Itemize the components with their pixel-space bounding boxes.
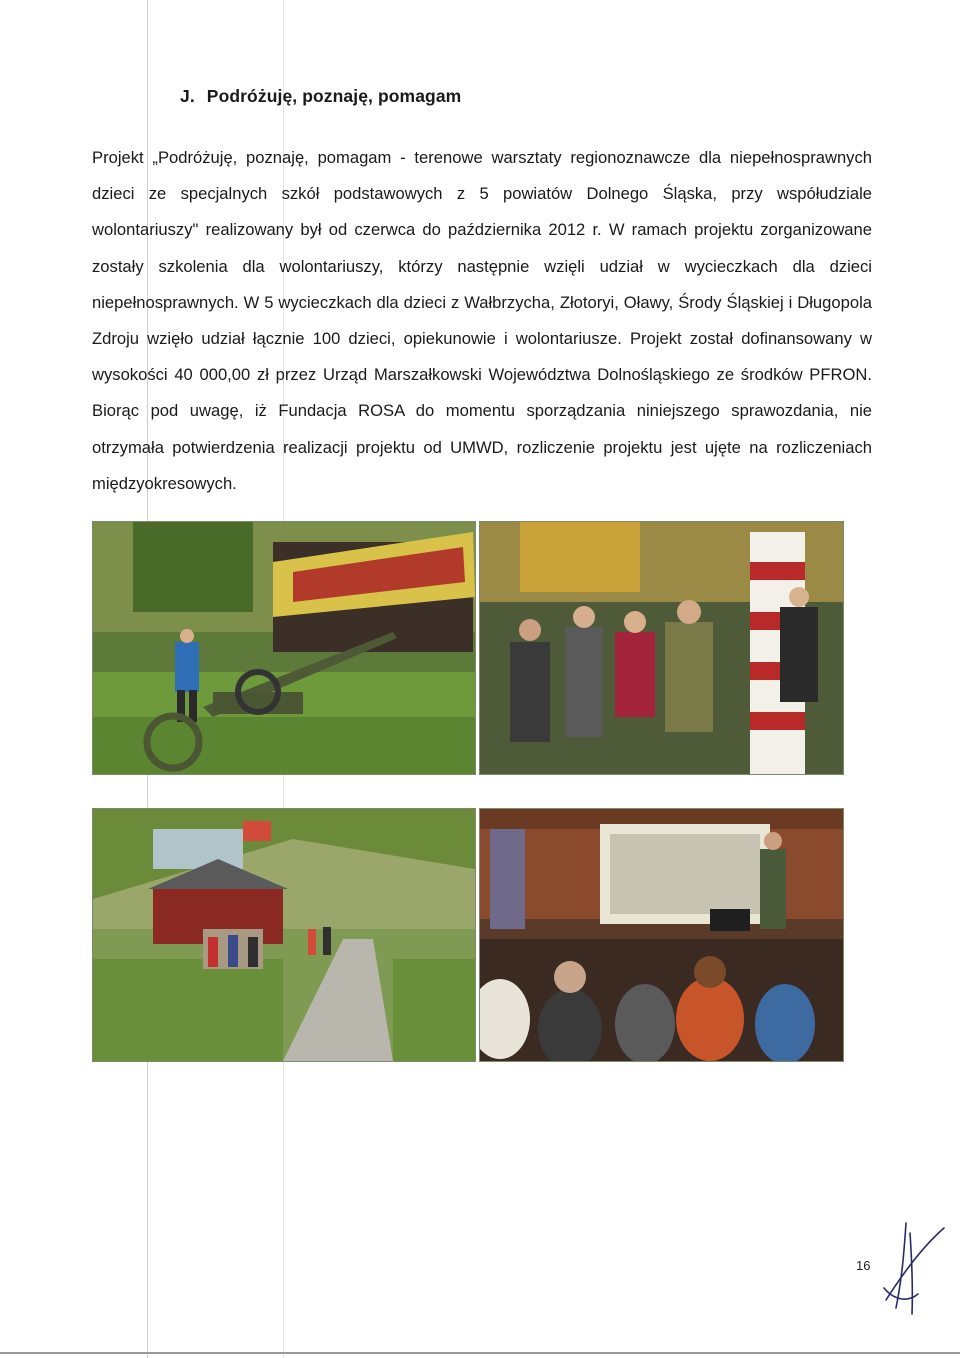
scan-artifact-bottom [0,1352,960,1354]
photo-presentation-room [479,808,844,1062]
section-title: Podróżuję, poznaję, pomagam [206,86,462,106]
photo-field-cannon [92,521,476,775]
page-number: 16 [856,1258,871,1273]
photo-group-guard-booth [479,521,844,775]
photo-village-road-walk [92,808,476,1062]
body-paragraph: Projekt „Podróżuję, poznaję, pomagam - terenowe warsztaty regionoznawcze dla niepełnosprawnych dzieci ze specjalnych szkół podstawowych z 5 powiatów Dolnego Śląska, przy współudziale wolontariuszy" realizowany był od czerwca do października 2012 r. W ramach projektu zorganizowane zostały szkolenia dla wolontariuszy, którzy następnie wzięli udział w wycieczkach dla dzieci niepełnosprawnych. W 5 wycieczkach dla dzieci z Wałbrzycha, Złotoryi, Oławy, Środy Śląskiej i Długopola Zdroju wzięło udział łącznie 100 dzieci, opiekunowie i wolontariusze. Projekt został dofinansowany w wysokości 40 000,00 zł przez Urząd Marszałkowski Województwa Dolnośląskiego ze środków PFRON. Biorąc pod uwagę, iż Fundacja ROSA do momentu sporządzania niniejszego sprawozdania, nie otrzymała potwierdzenia realizacji projektu od UMWD, rozliczenie projektu jest ujęte na rozliczeniach międzyokresowych. [92,148,872,493]
signature [866,1218,946,1318]
section-heading [180,86,461,107]
section-number: J. [180,86,195,106]
